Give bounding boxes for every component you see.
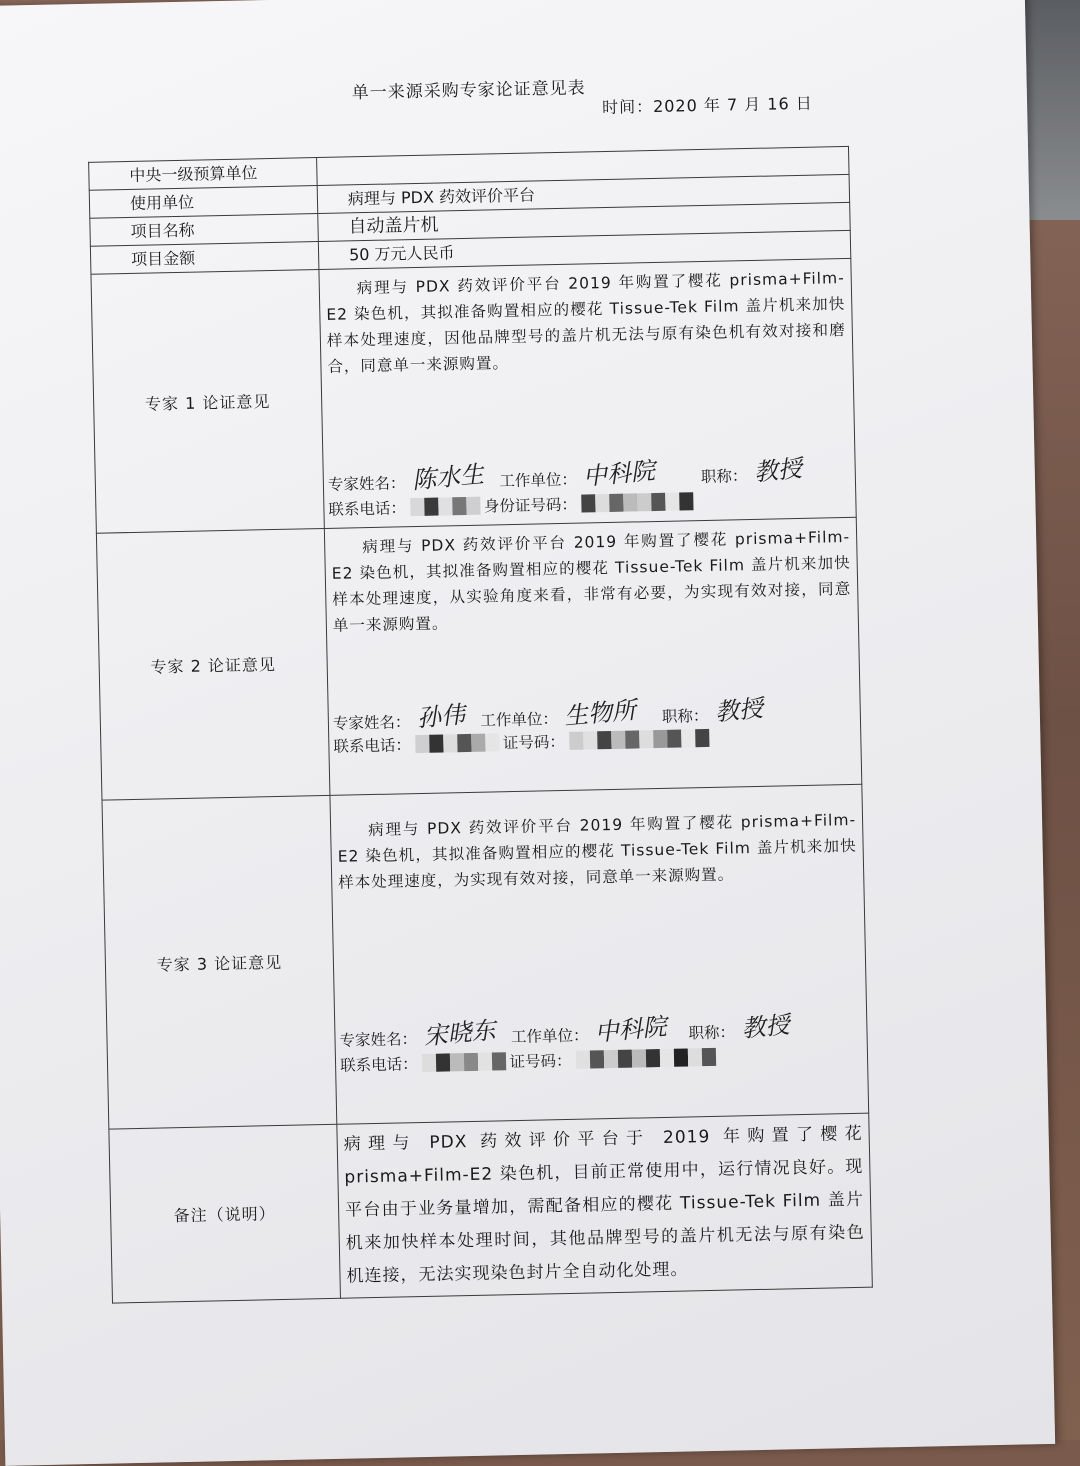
expert-1-phone-label: 联系电话： — [328, 499, 407, 519]
project-name-label: 项目名称 — [90, 214, 319, 247]
expert-2-unit-signature: 生物所 — [562, 696, 638, 731]
expert-1-opinion: 病理与 PDX 药效评价平台 2019 年购置了樱花 prisma+Film-E2 染色机，其拟准备购置相应的樱花 Tissue-Tek Film 盖片机来加快样本处理速度，因他品牌型号的盖片机无法与原有染色机有效对接和磨合，同意单一来源购置。 — [326, 268, 846, 376]
expert-1-unit-label: 工作单位： — [499, 470, 578, 491]
expert-2-name-signature: 孙伟 — [415, 700, 466, 733]
expert-3-phone-redacted — [421, 1052, 505, 1072]
expert-2-title-signature: 教授 — [713, 694, 764, 727]
document-title: 单一来源采购专家论证意见表 — [351, 78, 586, 104]
expert-2-id-redacted — [569, 729, 709, 750]
remarks-label: 备注（说明） — [109, 1124, 341, 1303]
expert-1-phone-redacted — [410, 497, 480, 516]
user-unit-label: 使用单位 — [89, 186, 318, 219]
row-expert-1 — [91, 258, 856, 533]
expert-2-phone-redacted — [415, 733, 499, 753]
expert-2-id-label: 证号码： — [502, 732, 566, 753]
expert-1-unit-signature: 中科院 — [581, 456, 657, 491]
expert-1-name-label: 专家姓名： — [327, 474, 406, 494]
remarks-text: 病理与 PDX 药效评价平台于 2019 年购置了樱花 prisma+Film-E2 染色机，目前正常使用中，运行情况良好。现平台由于业务量增加，需配备相应的樱花 Tissue-Tek Film 盖片机来加快样本处理时间，其他品牌型号的盖片机无法与原有染色机连接，无法实现染色封片全自动化处理。 — [343, 1123, 865, 1287]
expert-3-unit-signature: 中科院 — [593, 1012, 668, 1047]
project-name-value: 自动盖片机 — [318, 202, 850, 241]
expert-2-phone-label: 联系电话： — [333, 736, 412, 756]
expert-2-title-label: 职称： — [661, 706, 709, 726]
expert-3-unit-label: 工作单位： — [510, 1026, 589, 1047]
expert-1-label: 专家 1 论证意见 — [91, 270, 324, 534]
project-amount-value: 50 万元人民币 — [318, 230, 850, 269]
expert-2-opinion: 病理与 PDX 药效评价平台 2019 年购置了樱花 prisma+Film-E2 染色机，其拟准备购置相应的樱花 Tissue-Tek Film 盖片机来加快样本处理速度，从实验角度来看，非常有必要，为实现有效对接，同意单一来源购置。 — [331, 527, 852, 635]
expert-3-phone-label: 联系电话： — [339, 1055, 418, 1075]
document-date: 时间：2020 年 7 月 16 日 — [601, 93, 813, 118]
expert-2-label: 专家 2 论证意见 — [96, 528, 330, 800]
expert-3-name-signature: 宋晓东 — [422, 1016, 497, 1051]
expert-2-unit-label: 工作单位： — [480, 710, 559, 730]
expert-3-opinion: 病理与 PDX 药效评价平台 2019 年购置了樱花 prisma+Film-E2 染色机，其拟准备购置相应的樱花 Tissue-Tek Film 盖片机来加快样本处理速度，为实现有效对接，同意单一来源购置。 — [337, 810, 857, 892]
row-expert-3 — [102, 784, 869, 1129]
expert-3-id-redacted — [575, 1048, 715, 1069]
project-amount-label: 项目金额 — [90, 242, 319, 275]
expert-1-title-signature: 教授 — [752, 454, 803, 487]
expert-1-name-signature: 陈水生 — [410, 460, 485, 495]
row-remarks — [109, 1113, 872, 1303]
expert-3-name-label: 专家姓名： — [339, 1030, 418, 1050]
expert-1-id-label: 身份证号码： — [483, 495, 578, 516]
expert-2-name-label: 专家姓名： — [332, 713, 411, 733]
expert-1-id-redacted — [581, 492, 693, 512]
budget-unit-label: 中央一级预算单位 — [89, 158, 318, 191]
expert-3-title-label: 职称： — [688, 1023, 736, 1043]
expert-3-id-label: 证号码： — [509, 1051, 572, 1072]
user-unit-value: 病理与 PDX 药效评价平台 — [317, 174, 849, 213]
expert-3-label: 专家 3 论证意见 — [102, 795, 337, 1129]
row-expert-2 — [96, 517, 861, 800]
expert-1-title-label: 职称： — [700, 467, 748, 487]
expert-3-title-signature: 教授 — [739, 1010, 791, 1043]
opinion-form-table — [88, 146, 873, 1304]
